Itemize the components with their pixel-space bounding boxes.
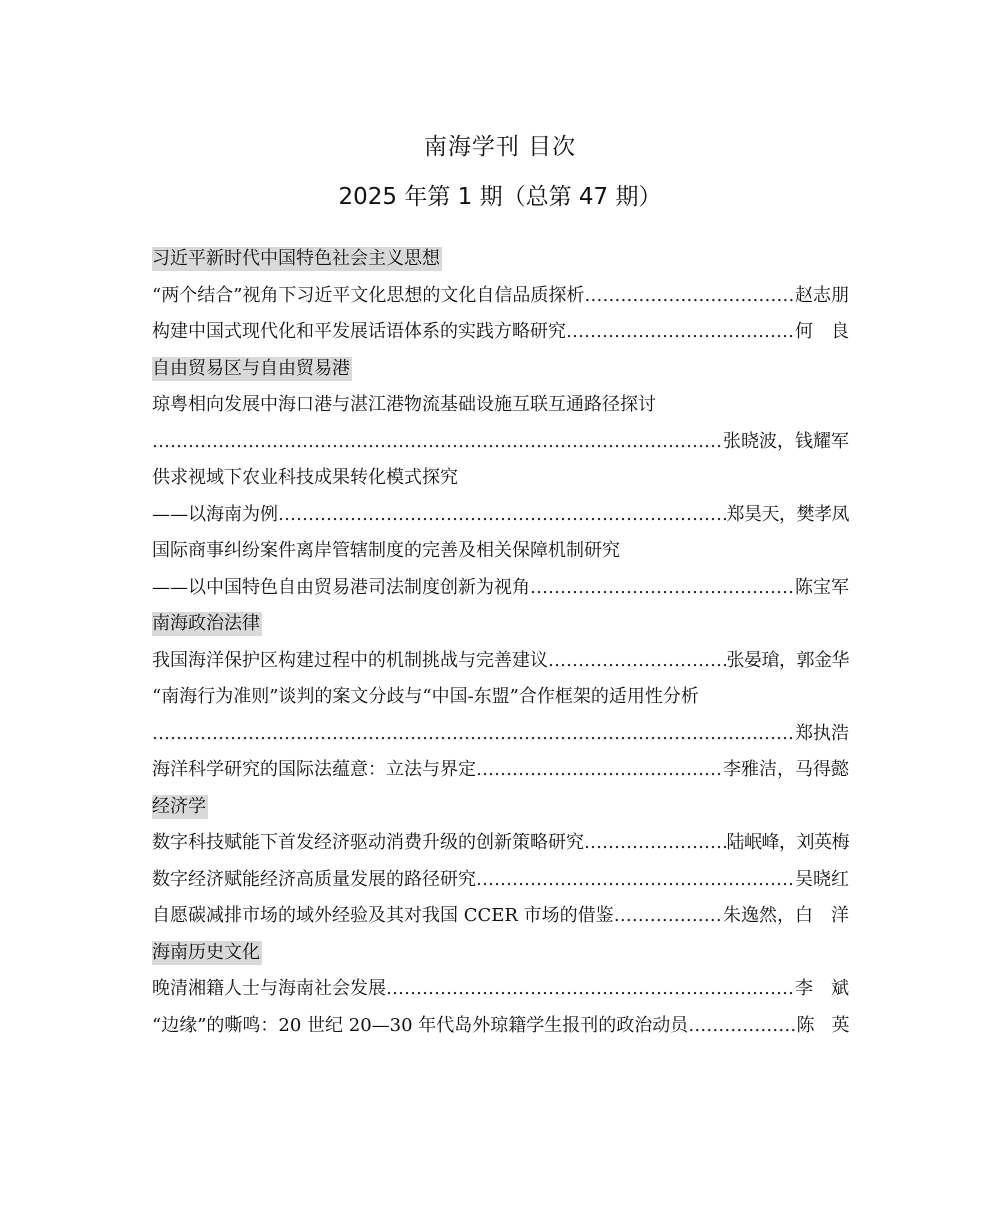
leader-dots [476, 761, 723, 779]
leader-dots [530, 579, 795, 597]
toc-entry[interactable] [152, 1008, 849, 1045]
leader-dots [584, 834, 727, 852]
section-heading [152, 241, 849, 278]
toc-entry[interactable] [152, 752, 849, 789]
article-subtitle: ——以海南为例 [152, 503, 278, 525]
toc-entry[interactable] [152, 825, 849, 862]
toc-entry[interactable] [152, 424, 849, 461]
article-title: 供求视域下农业科技成果转化模式探究 [152, 467, 458, 489]
article-title: 构建中国式现代化和平发展话语体系的实践方略研究 [152, 321, 566, 343]
section-heading-label: 习近平新时代中国特色社会主义思想 [152, 248, 440, 270]
toc-entry[interactable] [152, 570, 849, 607]
section-heading-label: 海南历史文化 [152, 941, 260, 963]
section-heading [152, 789, 849, 826]
toc-entry-title-line[interactable] [152, 460, 849, 497]
leader-dots [566, 323, 795, 341]
article-title: 国际商事纠纷案件离岸管辖制度的完善及相关保障机制研究 [152, 540, 620, 562]
leader-dots [152, 433, 723, 451]
article-title: 晚清湘籍人士与海南社会发展 [152, 978, 386, 1000]
toc-entry[interactable] [152, 497, 849, 534]
article-title: 海洋科学研究的国际法蕴意：立法与界定 [152, 759, 476, 781]
leader-dots [476, 871, 795, 889]
section-heading [152, 606, 849, 643]
leader-dots [614, 907, 723, 925]
toc-entry-title-line[interactable] [152, 679, 849, 716]
article-title: 数字科技赋能下首发经济驱动消费升级的创新策略研究 [152, 832, 584, 854]
article-title: “边缘”的嘶鸣：20 世纪 20—30 年代岛外琼籍学生报刊的政治动员 [152, 1014, 689, 1036]
article-title: “两个结合”视角下习近平文化思想的文化自信品质探析 [152, 284, 585, 306]
toc-entry[interactable] [152, 971, 849, 1008]
article-authors: 张晓波，钱耀军 [723, 430, 849, 452]
leader-dots [548, 652, 727, 670]
article-authors: 陈宝军 [795, 576, 849, 598]
table-of-contents [152, 241, 849, 1044]
leader-dots [278, 506, 727, 524]
section-heading-label: 经济学 [152, 795, 206, 817]
article-authors: 陆岷峰，刘英梅 [726, 832, 849, 854]
toc-entry-title-line[interactable] [152, 533, 849, 570]
article-title: 我国海洋保护区构建过程中的机制挑战与完善建议 [152, 649, 548, 671]
leader-dots [688, 1017, 796, 1035]
article-authors: 郑执浩 [795, 722, 849, 744]
section-heading-label: 南海政治法律 [152, 613, 260, 635]
section-heading-label: 自由贸易区与自由贸易港 [152, 357, 350, 379]
article-authors: 朱逸然，白 洋 [723, 905, 849, 927]
article-title: 自愿碳减排市场的域外经验及其对我国 CCER 市场的借鉴 [152, 905, 614, 927]
article-authors: 李 斌 [795, 978, 849, 1000]
section-heading [152, 935, 849, 972]
leader-dots [386, 980, 795, 998]
toc-entry[interactable] [152, 278, 849, 315]
toc-entry[interactable] [152, 643, 849, 680]
article-title: 数字经济赋能经济高质量发展的路径研究 [152, 868, 476, 890]
toc-entry-title-line[interactable] [152, 387, 849, 424]
toc-entry[interactable] [152, 314, 849, 351]
leader-dots [152, 725, 795, 743]
toc-entry[interactable] [152, 862, 849, 899]
article-authors: 何 良 [795, 321, 849, 343]
article-title: 琼粤相向发展中海口港与湛江港物流基础设施互联互通路径探讨 [152, 394, 656, 416]
article-authors: 张晏瑲，郭金华 [726, 649, 849, 671]
article-title: “南海行为准则”谈判的案文分歧与“中国-东盟”合作框架的适用性分析 [152, 686, 699, 708]
issue-label: 2025 年第 1 期（总第 47 期） [338, 184, 662, 210]
article-authors: 赵志朋 [795, 284, 849, 306]
article-authors: 陈 英 [796, 1014, 849, 1036]
journal-title: 南海学刊 目次 [423, 134, 577, 160]
toc-entry[interactable] [152, 898, 849, 935]
article-authors: 郑昊天，樊孝凤 [726, 503, 849, 525]
article-authors: 吴晓红 [795, 868, 849, 890]
section-heading [152, 351, 849, 388]
toc-entry[interactable] [152, 716, 849, 753]
article-subtitle: ——以中国特色自由贸易港司法制度创新为视角 [152, 576, 530, 598]
leader-dots [584, 287, 795, 305]
article-authors: 李雅洁，马得懿 [723, 759, 849, 781]
